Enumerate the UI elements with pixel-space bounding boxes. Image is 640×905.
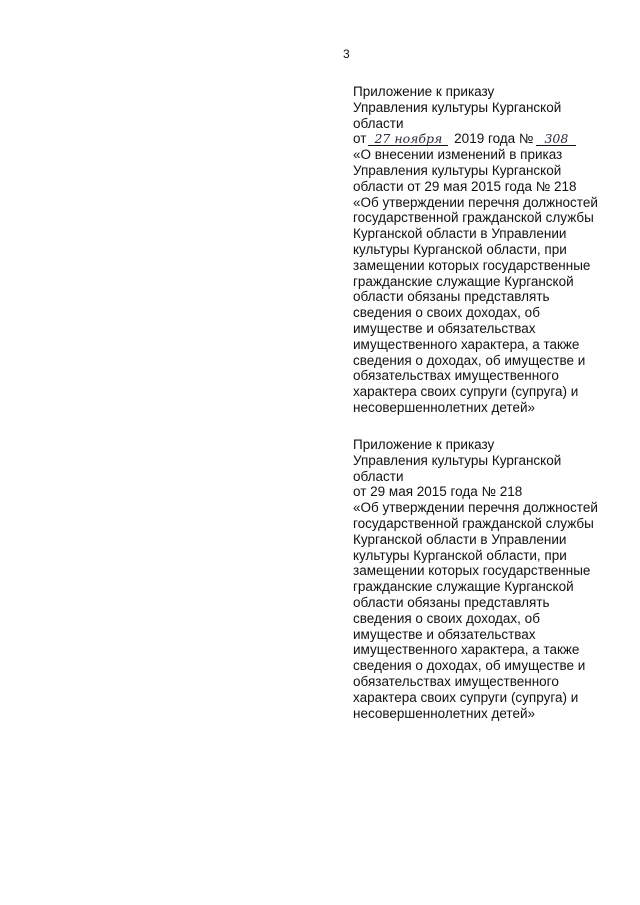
handwritten-date: 27 ноября — [368, 132, 448, 146]
order-title-line: характера своих супруги (супруга) и — [353, 689, 579, 705]
order-title-line: гражданские служащие Курганской — [353, 273, 574, 289]
order-title-line: «О внесении изменений в приказ — [353, 147, 563, 163]
appendix-heading-line: области — [353, 115, 404, 131]
order-title-line: обязательствах имущественного — [353, 368, 559, 384]
order-title-line: несовершеннолетних детей» — [353, 705, 536, 721]
order-title-line: характера своих супруги (супруга) и — [353, 384, 579, 400]
order-title-line: имущественного характера, а также — [353, 336, 580, 352]
order-title-line: «Об утверждении перечня должностей — [353, 194, 598, 210]
handwritten-order-number: 308 — [536, 132, 576, 146]
order-title-line: замещении которых государственные — [353, 563, 591, 579]
order-title-line: государственной гражданской службы — [353, 515, 594, 531]
order-title-line: имуществе и обязательствах — [353, 626, 536, 642]
order-title-line: обязательствах имущественного — [353, 673, 559, 689]
order-title-line: Управления культуры Курганской — [353, 162, 562, 178]
appendix-heading-line: области — [353, 468, 404, 484]
order-title-line: сведения о доходах, об имуществе и — [353, 352, 586, 368]
order-title-line: сведения о своих доходах, об — [353, 305, 540, 321]
order-title-line: Курганской области в Управлении — [353, 226, 567, 242]
order-title-line: гражданские служащие Курганской — [353, 579, 574, 595]
appendix-heading-line: Приложение к приказу — [353, 437, 495, 452]
amendment-appendix-block — [353, 84, 623, 416]
order-title-line: области обязаны представлять — [353, 594, 550, 610]
order-title-line: культуры Курганской области, при — [353, 241, 567, 257]
order-date-line — [353, 131, 623, 147]
date-suffix: 2019 года № — [454, 131, 534, 147]
order-title-line: имущественного характера, а также — [353, 642, 580, 658]
page-number: 3 — [343, 47, 350, 61]
order-title-line: культуры Курганской области, при — [353, 547, 567, 563]
order-title-line: несовершеннолетних детей» — [353, 399, 536, 415]
order-title-line: государственной гражданской службы — [353, 210, 594, 226]
order-title-line: «Об утверждении перечня должностей — [353, 500, 598, 516]
original-appendix-block — [353, 437, 623, 721]
appendix-heading-line: Управления культуры Курганской — [353, 452, 562, 468]
order-title-line: области обязаны представлять — [353, 289, 550, 305]
order-title-line: имуществе и обязательствах — [353, 320, 536, 336]
order-title-line: сведения о доходах, об имуществе и — [353, 658, 586, 674]
order-title-line: Курганской области в Управлении — [353, 531, 567, 547]
order-date-line: от 29 мая 2015 года № 218 — [353, 484, 523, 500]
order-title-line: замещении которых государственные — [353, 257, 591, 273]
appendix-heading-line: Управления культуры Курганской — [353, 99, 562, 115]
order-title-line: области от 29 мая 2015 года № 218 — [353, 178, 577, 194]
order-title-line: сведения о своих доходах, об — [353, 610, 540, 626]
date-prefix: от — [353, 131, 367, 147]
appendix-heading-line: Приложение к приказу — [353, 84, 495, 99]
